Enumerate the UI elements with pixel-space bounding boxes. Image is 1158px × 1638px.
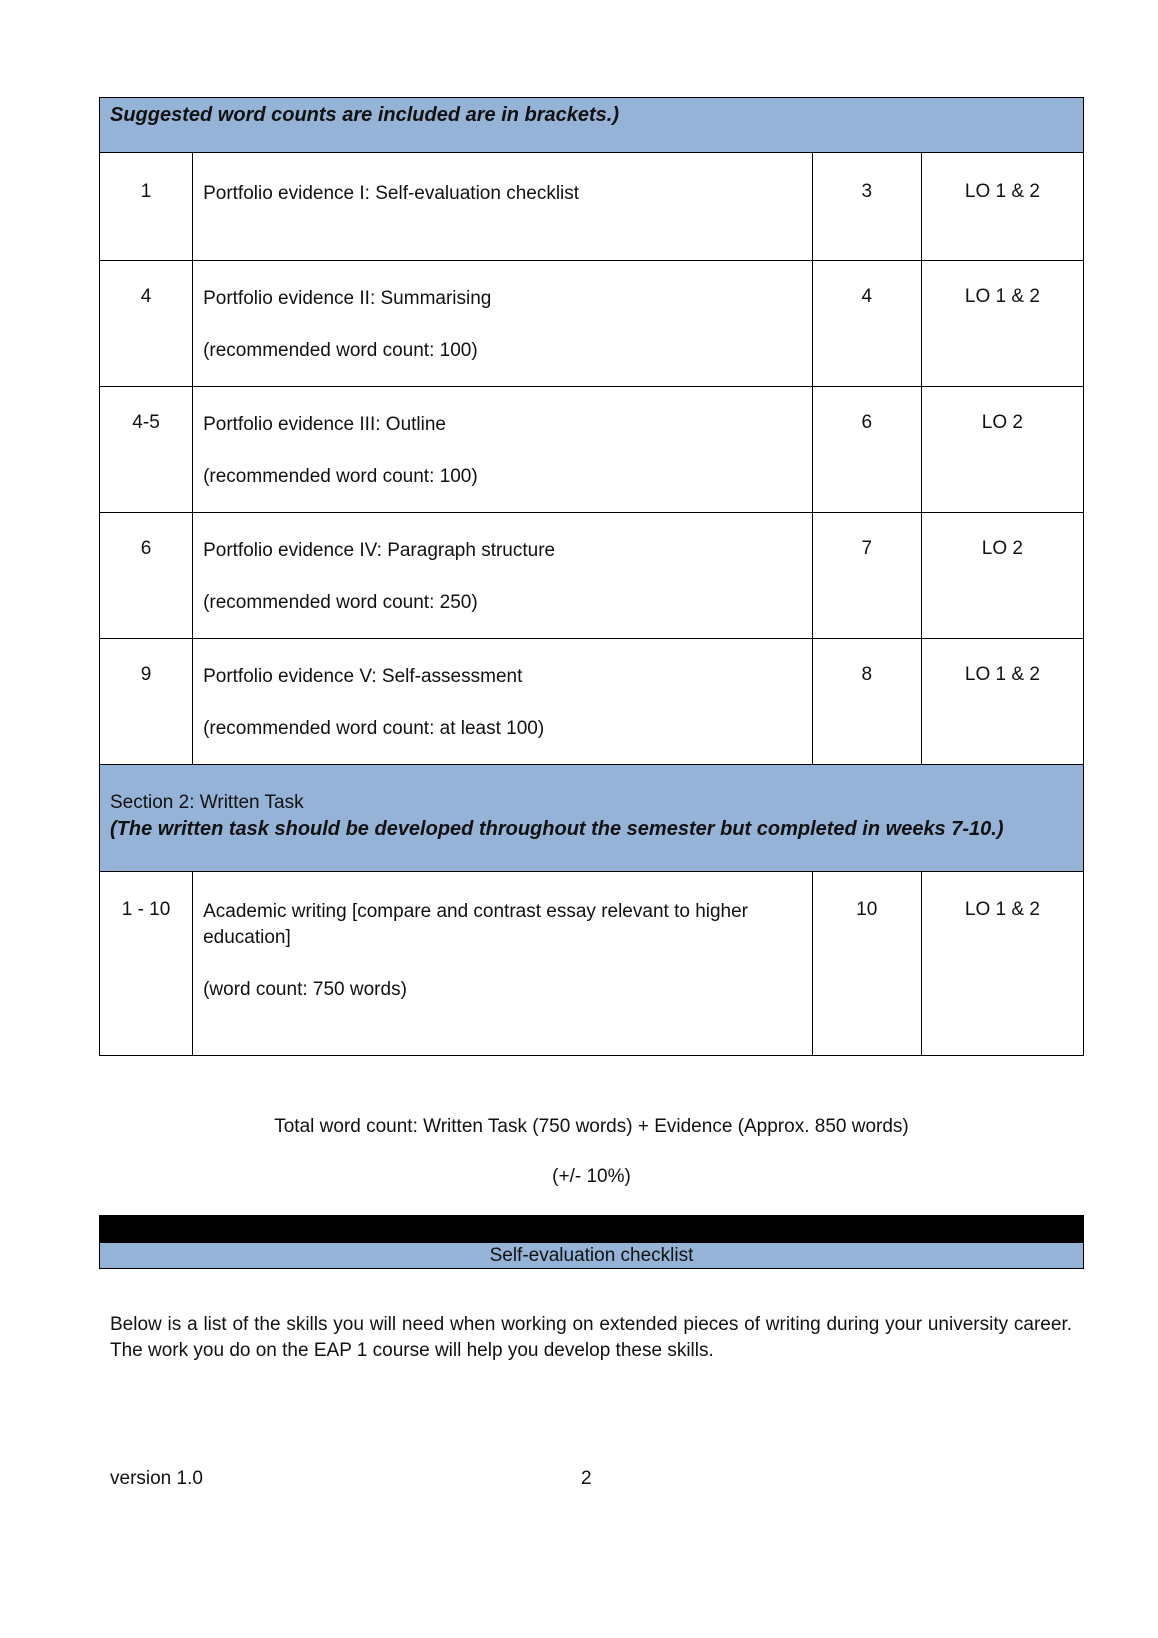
due-week-cell: 8 xyxy=(812,639,921,765)
learning-outcome-cell: LO 1 & 2 xyxy=(921,261,1083,387)
section-2-note: (The written task should be developed throughout the semester but completed in weeks 7-10.) xyxy=(110,818,1004,840)
due-week-cell: 3 xyxy=(812,153,921,261)
due-week-cell: 7 xyxy=(812,513,921,639)
task-title: Portfolio evidence I: Self-evaluation checklist xyxy=(203,183,580,204)
week-cell: 4 xyxy=(100,261,193,387)
week-cell: 9 xyxy=(100,639,193,765)
total-word-count: Total word count: Written Task (750 words) + Evidence (Approx. 850 words) xyxy=(274,1116,909,1137)
table-band-intro xyxy=(100,98,1084,153)
due-week-cell: 10 xyxy=(812,872,921,1056)
learning-outcome-cell: LO 1 & 2 xyxy=(921,153,1083,261)
task-cell xyxy=(193,639,813,765)
divider-bar xyxy=(99,1215,1084,1242)
due-week-cell: 6 xyxy=(812,387,921,513)
task-cell xyxy=(193,513,813,639)
week-cell: 1 xyxy=(100,153,193,261)
word-count-tolerance: (+/- 10%) xyxy=(552,1166,631,1187)
table-row xyxy=(100,387,1084,513)
task-title: Portfolio evidence V: Self-assessment xyxy=(203,666,523,687)
task-word-count: (recommended word count: 250) xyxy=(203,592,478,613)
task-cell xyxy=(193,261,813,387)
learning-outcome-cell: LO 2 xyxy=(921,513,1083,639)
section-2-title: Section 2: Written Task xyxy=(110,792,304,813)
learning-outcome-cell: LO 2 xyxy=(921,387,1083,513)
task-cell xyxy=(193,872,813,1056)
week-cell: 4-5 xyxy=(100,387,193,513)
intro-band-text: Suggested word counts are included are in brackets.) xyxy=(110,104,620,126)
table-row xyxy=(100,872,1084,1056)
checklist-heading: Self-evaluation checklist xyxy=(99,1242,1084,1269)
footer-page-number: 2 xyxy=(581,1468,592,1489)
task-title: Portfolio evidence IV: Paragraph structure xyxy=(203,540,556,561)
table-row xyxy=(100,153,1084,261)
task-word-count: (recommended word count: 100) xyxy=(203,466,478,487)
task-cell xyxy=(193,153,813,261)
task-title: Portfolio evidence II: Summarising xyxy=(203,288,492,309)
learning-outcome-cell: LO 1 & 2 xyxy=(921,872,1083,1056)
task-word-count: (recommended word count: 100) xyxy=(203,340,478,361)
table-row xyxy=(100,261,1084,387)
table-band-section-2 xyxy=(100,765,1084,872)
task-title: Academic writing [compare and contrast essay relevant to higher education] xyxy=(203,901,749,948)
table-row xyxy=(100,513,1084,639)
checklist-intro-paragraph: Below is a list of the skills you will need when working on extended pieces of writing during your university career. The work you do on the EAP 1 course will help you develop these skills. xyxy=(110,1314,1072,1361)
assessment-schedule-table xyxy=(99,97,1084,1056)
task-word-count: (word count: 750 words) xyxy=(203,979,407,1000)
footer-version: version 1.0 xyxy=(110,1468,203,1489)
week-cell: 6 xyxy=(100,513,193,639)
task-cell xyxy=(193,387,813,513)
table-row xyxy=(100,639,1084,765)
task-title: Portfolio evidence III: Outline xyxy=(203,414,446,435)
due-week-cell: 4 xyxy=(812,261,921,387)
week-cell: 1 - 10 xyxy=(100,872,193,1056)
task-word-count: (recommended word count: at least 100) xyxy=(203,718,545,739)
learning-outcome-cell: LO 1 & 2 xyxy=(921,639,1083,765)
